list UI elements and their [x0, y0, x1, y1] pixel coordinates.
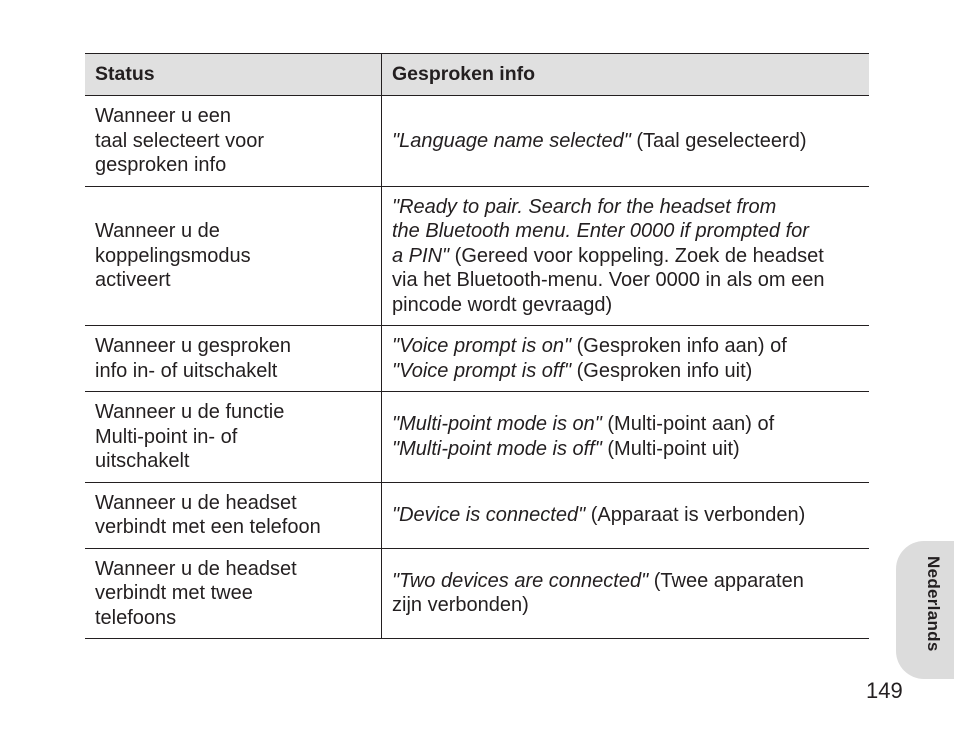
status-cell — [85, 548, 382, 639]
voice-prompt-quote: "Multi-point mode is off" — [392, 437, 602, 460]
info-line — [392, 195, 865, 220]
info-line — [392, 593, 865, 618]
translation-text: pincode wordt gevraagd) — [392, 293, 613, 316]
info-cell — [382, 548, 870, 639]
status-line: Wanneer u gesproken — [95, 335, 292, 357]
translation-text: (Multi-point aan) of — [601, 413, 775, 436]
status-line: Wanneer u de — [95, 220, 220, 242]
status-line: info in- of uitschakelt — [95, 359, 278, 382]
info-line — [392, 359, 865, 384]
table-header-row — [85, 54, 869, 96]
status-line: gesproken info — [95, 154, 227, 176]
voice-prompt-quote: "Ready to pair. Search for the headset from — [392, 195, 777, 218]
status-line: activeert — [95, 269, 171, 291]
table-row — [85, 392, 869, 483]
info-line — [392, 334, 865, 359]
info-line — [392, 268, 865, 293]
info-cell — [382, 326, 870, 392]
translation-text: (Twee apparaten — [648, 569, 804, 592]
status-line: koppelingsmodus — [95, 244, 251, 267]
translation-text: (Gereed voor koppeling. Zoek de headset — [449, 244, 824, 267]
header-status: Status — [85, 54, 382, 96]
translation-text: (Taal geselecteerd) — [630, 129, 807, 152]
info-cell — [382, 186, 870, 326]
status-cell — [85, 96, 382, 187]
status-line: Wanneer u de headset — [95, 557, 297, 580]
info-cell — [382, 392, 870, 483]
page-number: 149 — [866, 678, 903, 703]
header-info: Gesproken info — [382, 54, 870, 96]
info-line — [392, 219, 865, 244]
info-line — [392, 293, 865, 318]
status-line: Multi-point in- of — [95, 425, 238, 448]
table-body — [85, 96, 869, 639]
status-cell — [85, 482, 382, 548]
voice-prompt-quote: "Device is connected" — [392, 503, 586, 526]
info-cell — [382, 482, 870, 548]
translation-text: (Multi-point uit) — [601, 437, 740, 460]
status-cell — [85, 326, 382, 392]
info-cell — [382, 96, 870, 187]
status-line: telefoons — [95, 606, 177, 629]
voice-prompt-quote: "Multi-point mode is on" — [392, 413, 602, 436]
table-row — [85, 96, 869, 187]
voice-prompt-quote: "Two devices are connected" — [392, 569, 649, 592]
voice-prompt-table — [85, 53, 869, 639]
status-line: verbindt met twee — [95, 582, 253, 604]
status-cell — [85, 186, 382, 326]
info-line — [392, 503, 865, 528]
table-row — [85, 186, 869, 326]
info-line — [392, 437, 865, 462]
status-cell — [85, 392, 382, 483]
voice-prompt-quote: "Voice prompt is on" — [392, 335, 572, 357]
language-tab-label: Nederlands — [924, 556, 943, 652]
voice-prompt-quote: the Bluetooth menu. Enter 0000 if prompted for — [392, 220, 809, 242]
status-line: Wanneer u de headset — [95, 491, 297, 514]
translation-text: (Apparaat is verbonden) — [585, 503, 806, 526]
voice-prompt-quote: a PIN" — [392, 244, 450, 267]
translation-text: zijn verbonden) — [392, 594, 529, 617]
status-line: Wanneer u de functie — [95, 401, 285, 423]
table-row — [85, 326, 869, 392]
voice-prompt-quote: "Language name selected" — [392, 129, 631, 152]
translation-text: (Gesproken info uit) — [571, 359, 753, 382]
table-row — [85, 482, 869, 548]
status-line: taal selecteert voor — [95, 129, 264, 152]
info-line — [392, 569, 865, 594]
info-line — [392, 129, 865, 154]
translation-text: via het Bluetooth-menu. Voer 0000 in als om een — [392, 269, 825, 291]
info-line — [392, 244, 865, 269]
status-line: verbindt met een telefoon — [95, 516, 321, 538]
info-line — [392, 412, 865, 437]
status-line: Wanneer u een — [95, 105, 232, 127]
voice-prompt-quote: "Voice prompt is off" — [392, 359, 572, 382]
table-row — [85, 548, 869, 639]
translation-text: (Gesproken info aan) of — [571, 335, 787, 357]
status-line: uitschakelt — [95, 450, 190, 472]
